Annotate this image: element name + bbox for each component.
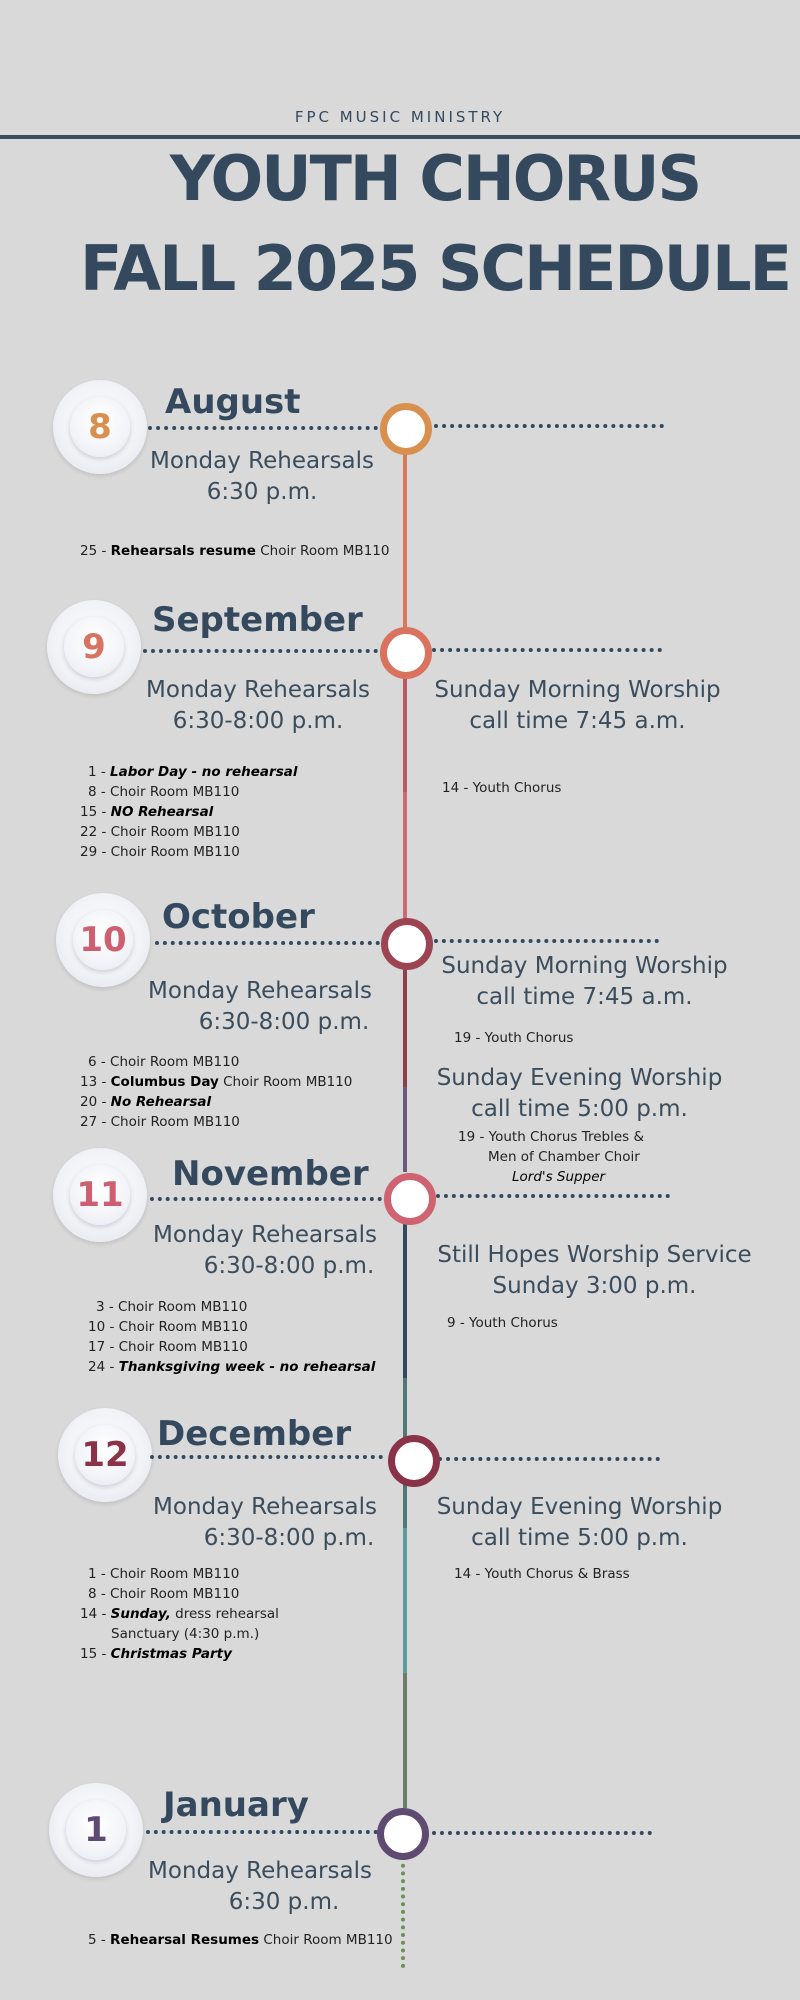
dotted-connector-right (432, 648, 662, 652)
timeline-node-november (384, 1173, 436, 1225)
timeline-end-dots (401, 1856, 405, 1968)
worship-heading: Sunday Evening Worship call time 5:00 p.m. (436, 1494, 723, 1551)
timeline-node-october (381, 918, 433, 970)
header-rule (0, 135, 800, 139)
rehearsal-heading: Monday Rehearsals 6:30 p.m. (148, 1858, 372, 1915)
worship-event: 19 - Youth Chorus (454, 1030, 574, 1046)
rehearsal-heading: Monday Rehearsals 6:30-8:00 p.m. (153, 1222, 377, 1279)
timeline-segment (403, 448, 407, 628)
month-number: 8 (88, 407, 112, 447)
rehearsal-heading: Monday Rehearsals 6:30-8:00 p.m. (148, 978, 372, 1035)
eyebrow-title: FPC MUSIC MINISTRY (294, 108, 506, 126)
timeline-node-september (380, 627, 432, 679)
month-name-january: January (163, 1785, 309, 1825)
month-name-august: August (165, 382, 301, 422)
timeline-segment (403, 792, 407, 922)
event-list: 6 - Choir Room MB110 13 - Columbus Day Choir Room MB110 20 - No Rehearsal 27 - Choir Room MB110 (80, 1054, 353, 1130)
rehearsal-heading: Monday Rehearsals 6:30-8:00 p.m. (146, 677, 370, 734)
dotted-connector-right (432, 1831, 652, 1835)
timeline-segment (403, 672, 407, 792)
worship-event: 14 - Youth Chorus (442, 780, 562, 796)
timeline-segment (403, 1087, 407, 1172)
dotted-connector-left (146, 1830, 378, 1834)
service-heading: Still Hopes Worship Service Sunday 3:00 p.m. (437, 1242, 752, 1299)
page-title-line2: FALL 2025 SCHEDULE (79, 232, 791, 305)
timeline-node-january (377, 1808, 429, 1860)
event-line: 5 - Rehearsal Resumes Choir Room MB110 (88, 1932, 393, 1948)
event-line: 25 - Rehearsals resume Choir Room MB110 (80, 543, 390, 559)
dotted-connector-right (434, 424, 664, 428)
evening-worship-heading: Sunday Evening Worship call time 5:00 p.m. (436, 1065, 723, 1122)
timeline-node-december (388, 1435, 440, 1487)
month-badge-december (58, 1408, 152, 1502)
dotted-connector-left (150, 1455, 383, 1459)
month-number: 10 (79, 920, 127, 960)
month-name-december: December (157, 1414, 352, 1454)
worship-heading: Sunday Morning Worship call time 7:45 a.m. (434, 677, 721, 734)
dotted-connector-right (434, 939, 659, 943)
worship-event: 14 - Youth Chorus & Brass (454, 1566, 630, 1582)
dotted-connector-left (143, 649, 378, 653)
event-list: 3 - Choir Room MB110 10 - Choir Room MB110 17 - Choir Room MB110 24 - Thanksgiving week - no rehearsal (88, 1299, 376, 1375)
rehearsal-heading: Monday Rehearsals 6:30 p.m. (150, 448, 374, 505)
month-badge-october (56, 893, 150, 987)
evening-event: 19 - Youth Chorus Trebles & Men of Chamber Choir Lord's Supper (458, 1129, 645, 1185)
event-list: 1 - Choir Room MB110 8 - Choir Room MB110 14 - Sunday, dress rehearsal Sanctuary (4:30 p.m.) 15 - Christmas Party (80, 1566, 279, 1662)
month-name-september: September (152, 600, 363, 640)
month-number: 9 (82, 627, 106, 667)
morning-worship-heading: Sunday Morning Worship call time 7:45 a.m. (441, 953, 728, 1010)
event-list: 1 - Labor Day - no rehearsal 8 - Choir Room MB110 15 - NO Rehearsal 22 - Choir Room MB110 29 - Choir Room MB110 (80, 764, 298, 860)
dotted-connector-right (438, 1457, 660, 1461)
month-name-october: October (162, 897, 315, 937)
dotted-connector-left (148, 426, 378, 430)
dotted-connector-right (436, 1194, 670, 1198)
dotted-connector-left (155, 941, 380, 945)
month-number: 12 (81, 1435, 129, 1475)
page-title-line1: YOUTH CHORUS (169, 142, 701, 215)
rehearsal-heading: Monday Rehearsals 6:30-8:00 p.m. (153, 1494, 377, 1551)
month-name-november: November (172, 1154, 369, 1194)
timeline-segment (403, 1673, 407, 1808)
month-number: 1 (84, 1810, 108, 1850)
month-number: 11 (76, 1175, 124, 1215)
service-event: 9 - Youth Chorus (447, 1315, 558, 1331)
timeline-segment (403, 962, 407, 1087)
dotted-connector-left (150, 1197, 382, 1201)
